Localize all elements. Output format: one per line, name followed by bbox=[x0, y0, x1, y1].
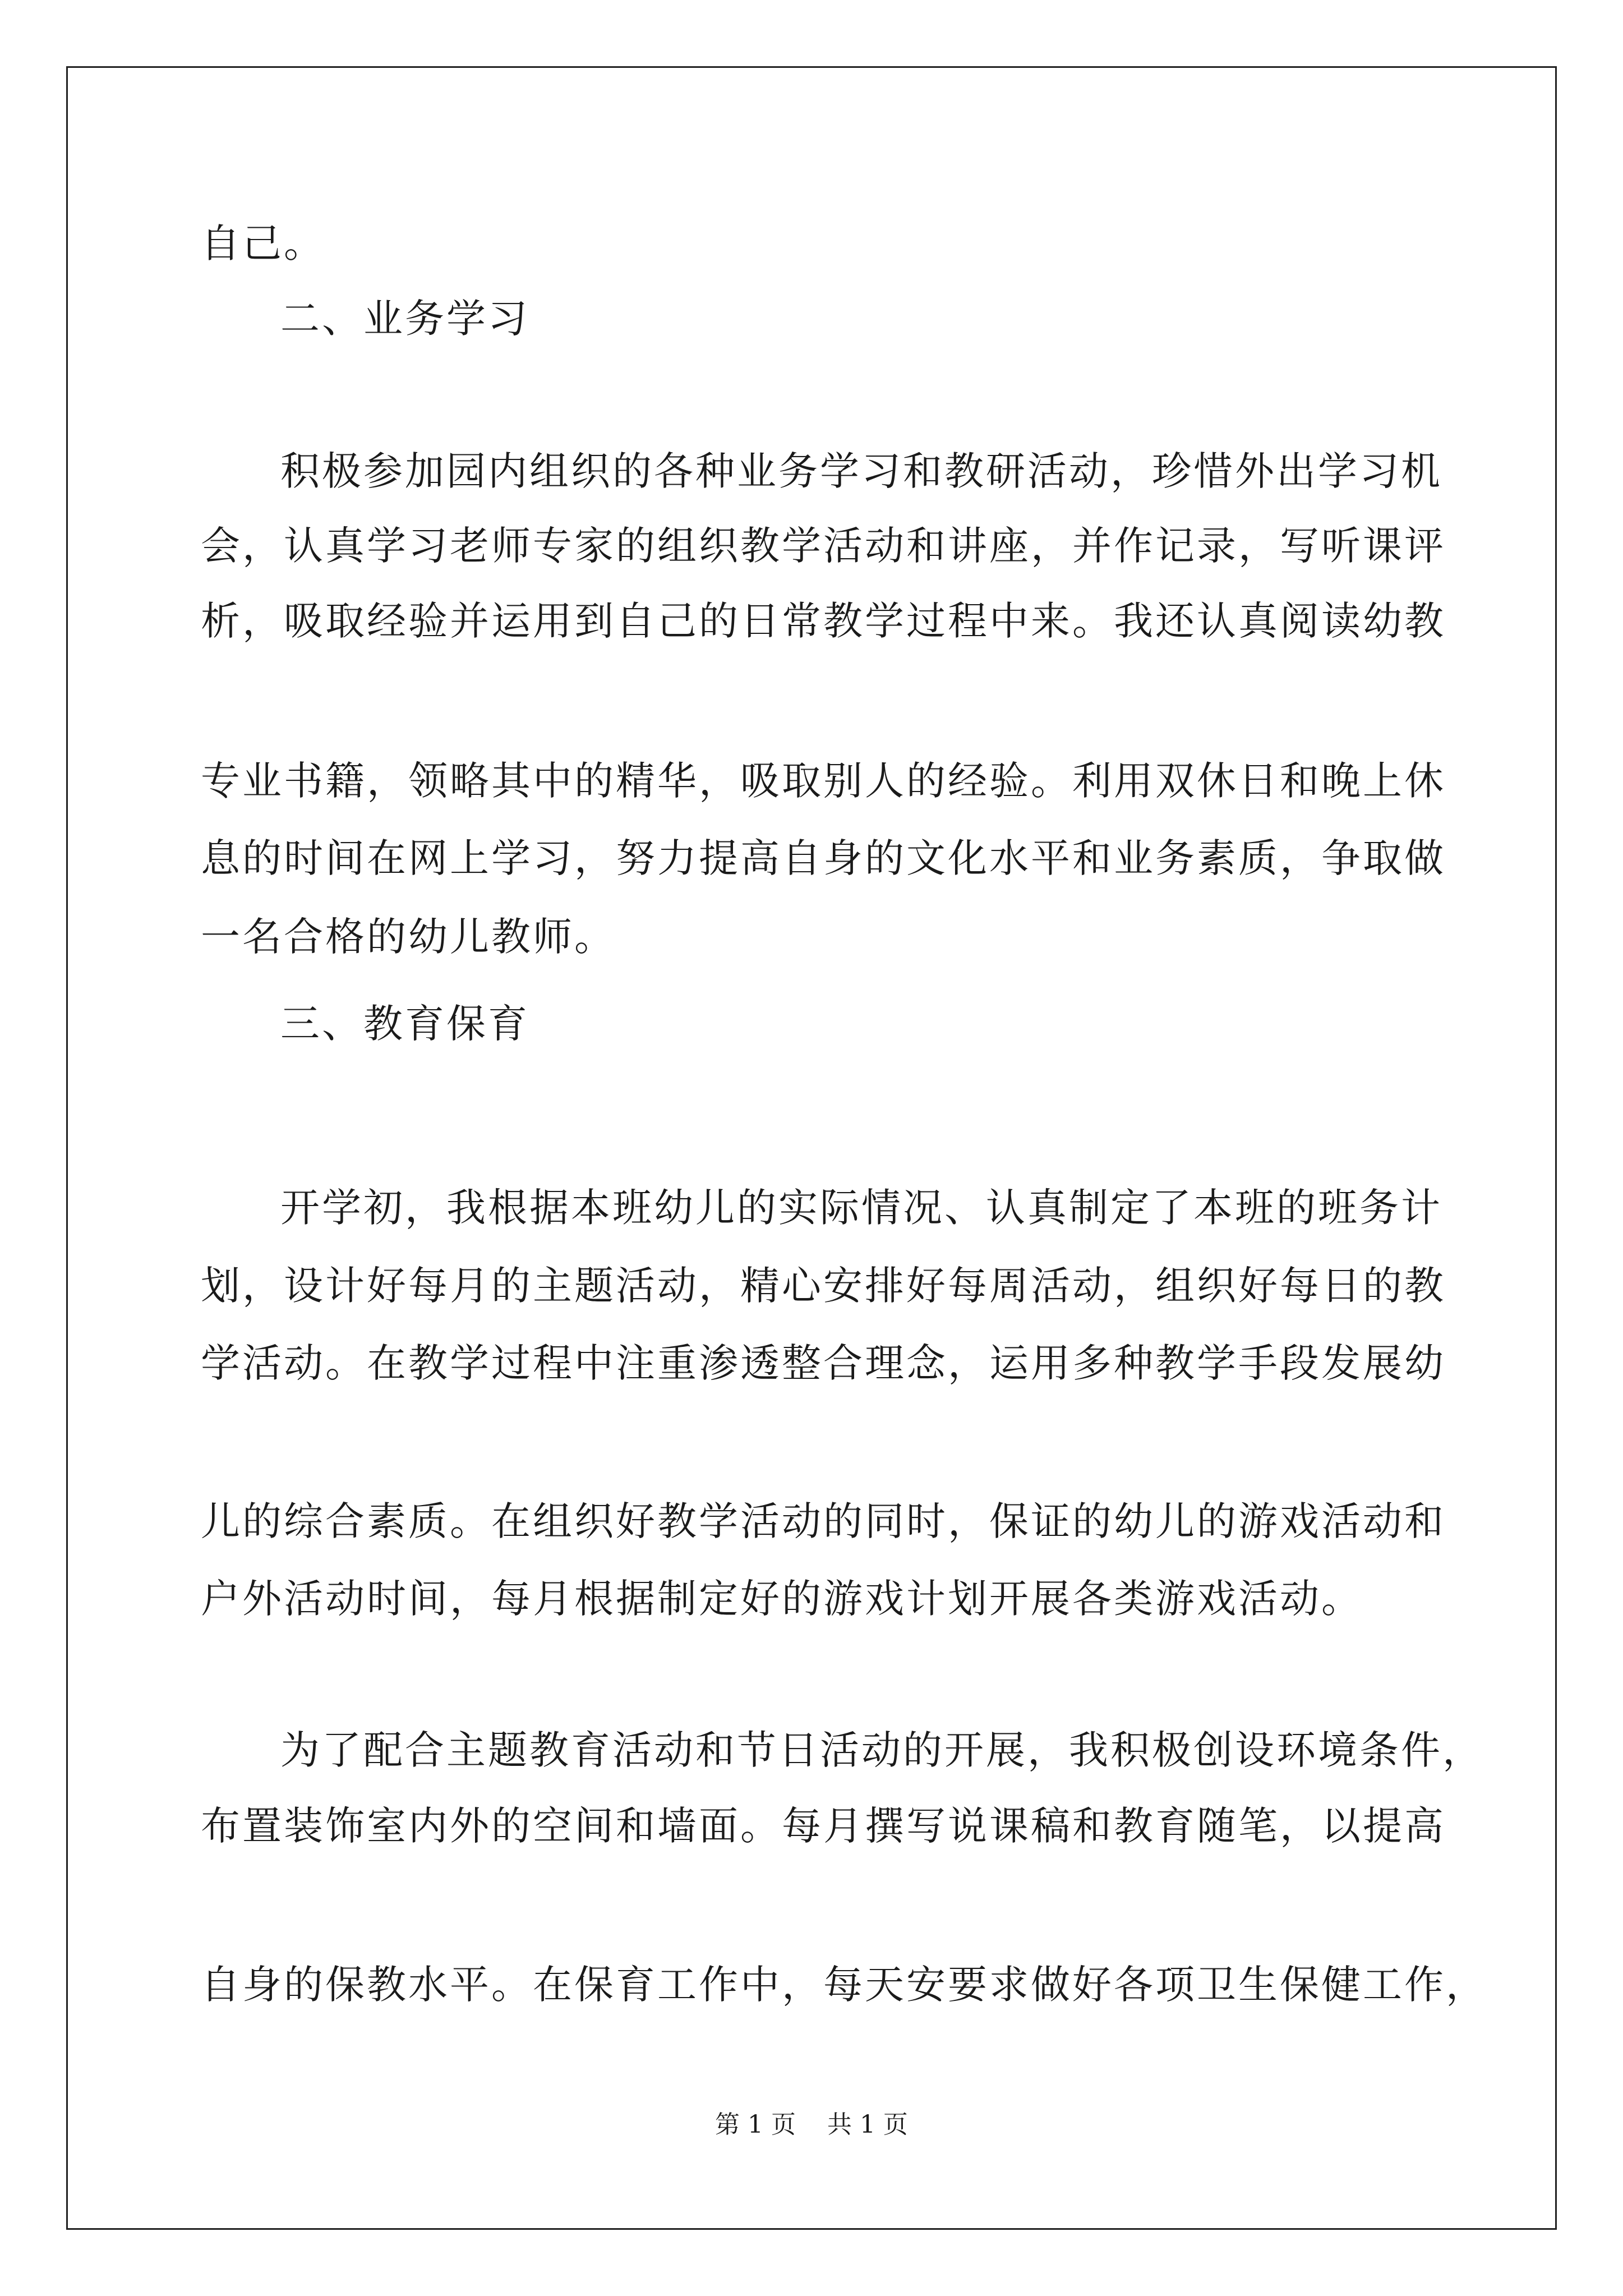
body-line: 会，认真学习老师专家的组织教学活动和讲座，并作记录，写听课评 bbox=[201, 523, 1446, 569]
body-line: 自身的保教水平。在保育工作中，每天安要求做好各项卫生保健工作， bbox=[201, 1962, 1487, 2008]
body-line: 一名合格的幼儿教师。 bbox=[201, 914, 616, 960]
body-line: 为了配合主题教育活动和节日活动的开展，我积极创设环境条件， bbox=[280, 1727, 1484, 1773]
body-line: 布置装饰室内外的空间和墙面。每月撰写说课稿和教育随笔，以提高 bbox=[201, 1803, 1446, 1849]
body-line: 学活动。在教学过程中注重渗透整合理念，运用多种教学手段发展幼 bbox=[201, 1340, 1446, 1386]
body-line: 析，吸取经验并运用到自己的日常教学过程中来。我还认真阅读幼教 bbox=[201, 598, 1446, 644]
body-line: 户外活动时间，每月根据制定好的游戏计划开展各类游戏活动。 bbox=[201, 1576, 1363, 1622]
body-line: 专业书籍，领略其中的精华，吸取别人的经验。利用双休日和晚上休 bbox=[201, 758, 1446, 804]
body-line: 积极参加园内组织的各种业务学习和教研活动，珍惜外出学习机 bbox=[280, 448, 1442, 494]
page-border bbox=[66, 66, 1557, 2230]
body-line: 儿的综合素质。在组织好教学活动的同时，保证的幼儿的游戏活动和 bbox=[201, 1498, 1446, 1544]
page-number: 第 1 页 共 1 页 bbox=[715, 2110, 908, 2139]
body-line: 息的时间在网上学习，努力提高自身的文化水平和业务素质，争取做 bbox=[201, 835, 1446, 881]
body-line: 划，设计好每月的主题活动，精心安排好每周活动，组织好每日的教 bbox=[201, 1263, 1446, 1309]
section-heading: 三、教育保育 bbox=[280, 1001, 529, 1047]
body-line: 自己。 bbox=[201, 220, 325, 266]
body-line: 开学初，我根据本班幼儿的实际情况、认真制定了本班的班务计 bbox=[280, 1185, 1442, 1231]
section-heading: 二、业务学习 bbox=[280, 296, 529, 342]
